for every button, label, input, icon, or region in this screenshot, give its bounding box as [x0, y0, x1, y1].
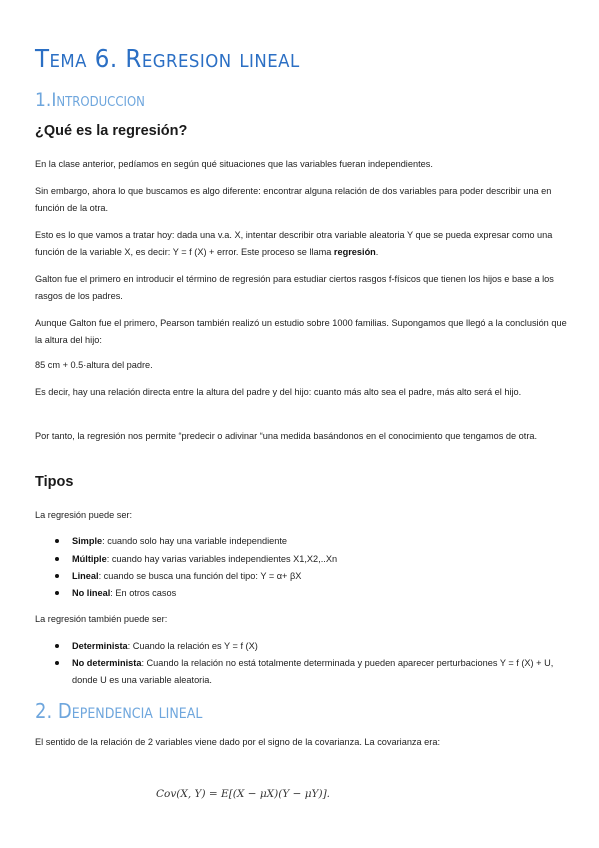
dependencia-paragraph: El sentido de la relación de 2 variables viene dado por el signo de la covarianza. La covarianza era: — [35, 737, 441, 747]
bullet-icon — [55, 557, 59, 561]
paragraph-2: Sin embargo, ahora lo que buscamos es algo diferente: encontrar alguna relación de dos variables para poder describir una en función de la otra. — [35, 186, 552, 213]
list-item-simple — [72, 533, 572, 550]
bullet-icon — [55, 591, 59, 595]
paragraph-7: Es decir, hay una relación directa entre la altura del padre y del hijo: cuanto más alto sea el padre, más alto será el hijo. — [35, 387, 522, 397]
list-item-desc: : cuando se busca una función del tipo: Y = α+ βX — [98, 571, 302, 581]
list-item-lineal — [72, 568, 572, 585]
paragraph-3-bold: regresión — [333, 247, 376, 257]
list-item-no-lineal — [72, 585, 572, 602]
tipos-intro-2: La regresión también puede ser: — [35, 614, 168, 624]
bullet-icon — [55, 644, 59, 648]
paragraph-1: En la clase anterior, pedíamos en según qué situaciones que las variables fueran independientes. — [35, 159, 433, 169]
bullet-icon — [55, 539, 59, 543]
paragraph-6: 85 cm + 0.5·altura del padre. — [35, 360, 153, 370]
list-item-term: Simple — [72, 536, 103, 546]
paragraph-3-text: Esto es lo que vamos a tratar hoy: dada una v.a. X, intentar describir otra variable aleatoria Y que se pueda expresar como una función de la variable X, es decir: Y = f (X) + error. Este proceso se llama — [35, 230, 553, 257]
list-item-term: Determinista — [72, 641, 128, 651]
tipos-intro-1: La regresión puede ser: — [35, 510, 133, 520]
list-item-determinista — [72, 638, 572, 655]
subheading-tipos: Tipos — [35, 474, 74, 490]
section-heading-dependencia-lineal: 2. Dependencia lineal — [35, 699, 203, 723]
paragraph-4: Galton fue el primero en introducir el término de regresión para estudiar ciertos rasgos f-físicos que tienen los hijos e base a los rasgos de los padres. — [35, 274, 554, 301]
list-item-no-determinista — [72, 655, 572, 689]
list-item-desc: : Cuando la relación es Y = f (X) — [127, 641, 258, 651]
paragraph-8: Por tanto, la regresión nos permite “predecir o adivinar “una medida basándonos en el conocimiento que tengamos de otra. — [35, 431, 538, 441]
page-title: Tema 6. Regresion lineal — [35, 44, 300, 73]
subheading-que-es-regresion: ¿Qué es la regresión? — [35, 123, 188, 139]
list-item-term: Múltiple — [72, 554, 107, 564]
paragraph-3 — [35, 227, 567, 261]
section-heading-introduccion: 1.Introduccion — [35, 89, 145, 111]
bullet-icon — [55, 574, 59, 578]
covariance-formula: Cov(X, Y) = E[(X − μX)(Y − μY)]. — [156, 788, 331, 800]
paragraph-5: Aunque Galton fue el primero, Pearson también realizó un estudio sobre 1000 familias. Supongamos que llegó a la conclusión que la altura del hijo: — [35, 318, 567, 345]
list-item-desc: : cuando hay varias variables independientes X1,X2,..Xn — [106, 554, 338, 564]
list-item-desc: : En otros casos — [110, 588, 177, 598]
list-item-term: Lineal — [72, 571, 99, 581]
list-item-multiple — [72, 551, 572, 568]
paragraph-3-end: . — [375, 247, 379, 257]
list-item-desc: : cuando solo hay una variable independiente — [102, 536, 288, 546]
bullet-icon — [55, 661, 59, 665]
list-item-term: No determinista — [72, 658, 142, 668]
list-item-term: No lineal — [72, 588, 111, 598]
list-item-desc: : Cuando la relación no está totalmente determinada y pueden aparecer perturbaciones Y = f (X) + U, donde U es una variable aleatoria. — [72, 658, 554, 685]
